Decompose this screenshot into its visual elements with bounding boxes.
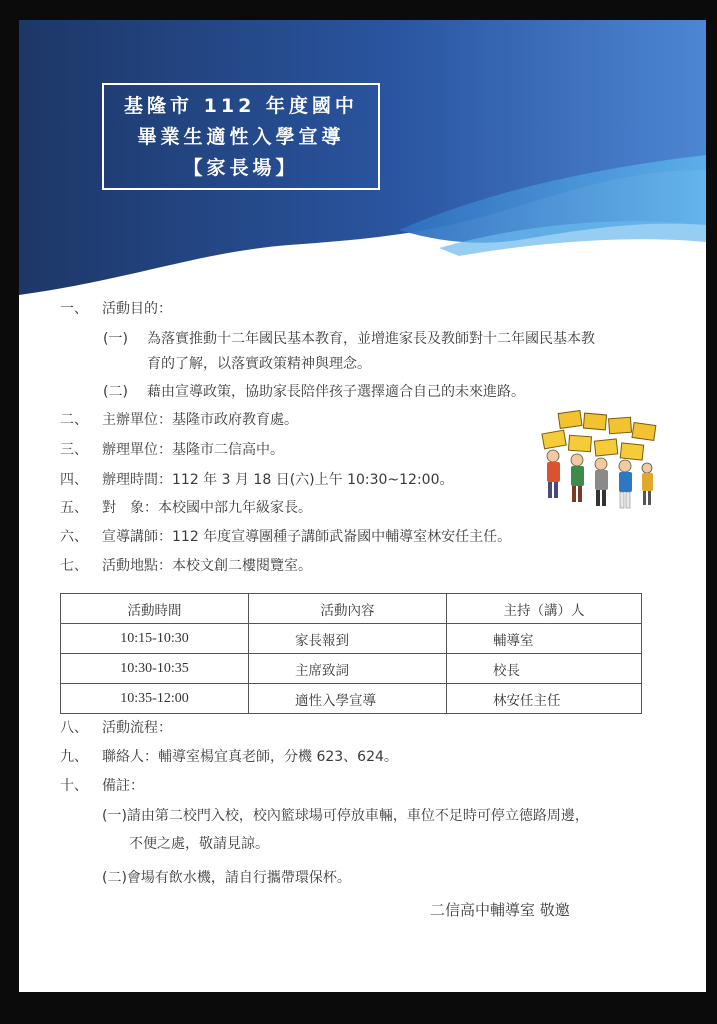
section-8-number: 八、 <box>60 720 88 736</box>
title-box <box>102 83 380 190</box>
section-4-text: 辦理時間：112 年 3 月 18 日(六)上午 10:30~12:00。 <box>102 472 454 488</box>
table-row <box>61 624 642 654</box>
header-host: 主持（講）人 <box>447 594 642 624</box>
header-time: 活動時間 <box>61 594 249 624</box>
section-2-text: 主辦單位：基隆市政府教育處。 <box>102 412 298 428</box>
cell-time: 10:35-12:00 <box>61 684 249 714</box>
note-2: (二)會場有飲水機，請自行攜帶環保杯。 <box>102 870 351 886</box>
cell-content: 適性入學宣導 <box>249 684 447 714</box>
section-6-text: 宣導講師：112 年度宣導團種子講師武崙國中輔導室林安任主任。 <box>102 529 512 545</box>
signature: 二信高中輔導室 敬邀 <box>430 901 570 919</box>
section-1b-text: 藉由宣導政策，協助家長陪伴孩子選擇適合自己的未來進路。 <box>147 384 525 400</box>
section-7-text: 活動地點：本校文創二樓閱覽室。 <box>102 558 312 574</box>
header-content: 活動內容 <box>249 594 447 624</box>
document-page <box>19 20 706 992</box>
note-1-line-2: 不便之處，敬請見諒。 <box>129 836 269 852</box>
note-1-line-1: (一)請由第二校門入校，校內籃球場可停放車輛，車位不足時可停立德路周邊， <box>102 808 589 824</box>
section-1b-number: (二) <box>103 384 128 400</box>
table-row <box>61 684 642 714</box>
table-row <box>61 654 642 684</box>
cell-host: 林安任主任 <box>447 684 642 714</box>
title-line-1: 基隆市 112 年度國中 <box>124 95 358 117</box>
cell-content: 主席致詞 <box>249 654 447 684</box>
section-5-text: 對 象：本校國中部九年級家長。 <box>102 500 312 516</box>
section-1-number: 一、 <box>60 301 88 317</box>
cell-content: 家長報到 <box>249 624 447 654</box>
section-6-number: 六、 <box>60 529 88 545</box>
section-10-number: 十、 <box>60 778 88 794</box>
section-1a-line-2: 育的了解，以落實政策精神與理念。 <box>147 356 371 372</box>
section-4-number: 四、 <box>60 472 88 488</box>
cell-host: 校長 <box>447 654 642 684</box>
section-7-number: 七、 <box>60 558 88 574</box>
section-1a-line-1: 為落實推動十二年國民基本教育，並增進家長及教師對十二年國民基本教 <box>147 331 595 347</box>
people-holding-signs-illustration <box>539 410 657 515</box>
section-8-text: 活動流程： <box>102 720 172 736</box>
section-10-text: 備註： <box>102 778 144 794</box>
section-9-number: 九、 <box>60 749 88 765</box>
section-3-number: 三、 <box>60 442 88 458</box>
table-header-row <box>61 594 642 624</box>
schedule-table <box>60 593 642 714</box>
section-2-number: 二、 <box>60 412 88 428</box>
title-line-3: 【家長場】 <box>183 157 299 179</box>
section-1-text: 活動目的： <box>102 301 172 317</box>
title-line-2: 畢業生適性入學宣導 <box>137 126 345 148</box>
section-1a-number: (一) <box>103 331 128 347</box>
section-9-text: 聯絡人：輔導室楊宜真老師，分機 623、624。 <box>102 749 398 765</box>
section-5-number: 五、 <box>60 500 88 516</box>
cell-time: 10:15-10:30 <box>61 624 249 654</box>
cell-host: 輔導室 <box>447 624 642 654</box>
cell-time: 10:30-10:35 <box>61 654 249 684</box>
section-3-text: 辦理單位：基隆市二信高中。 <box>102 442 284 458</box>
